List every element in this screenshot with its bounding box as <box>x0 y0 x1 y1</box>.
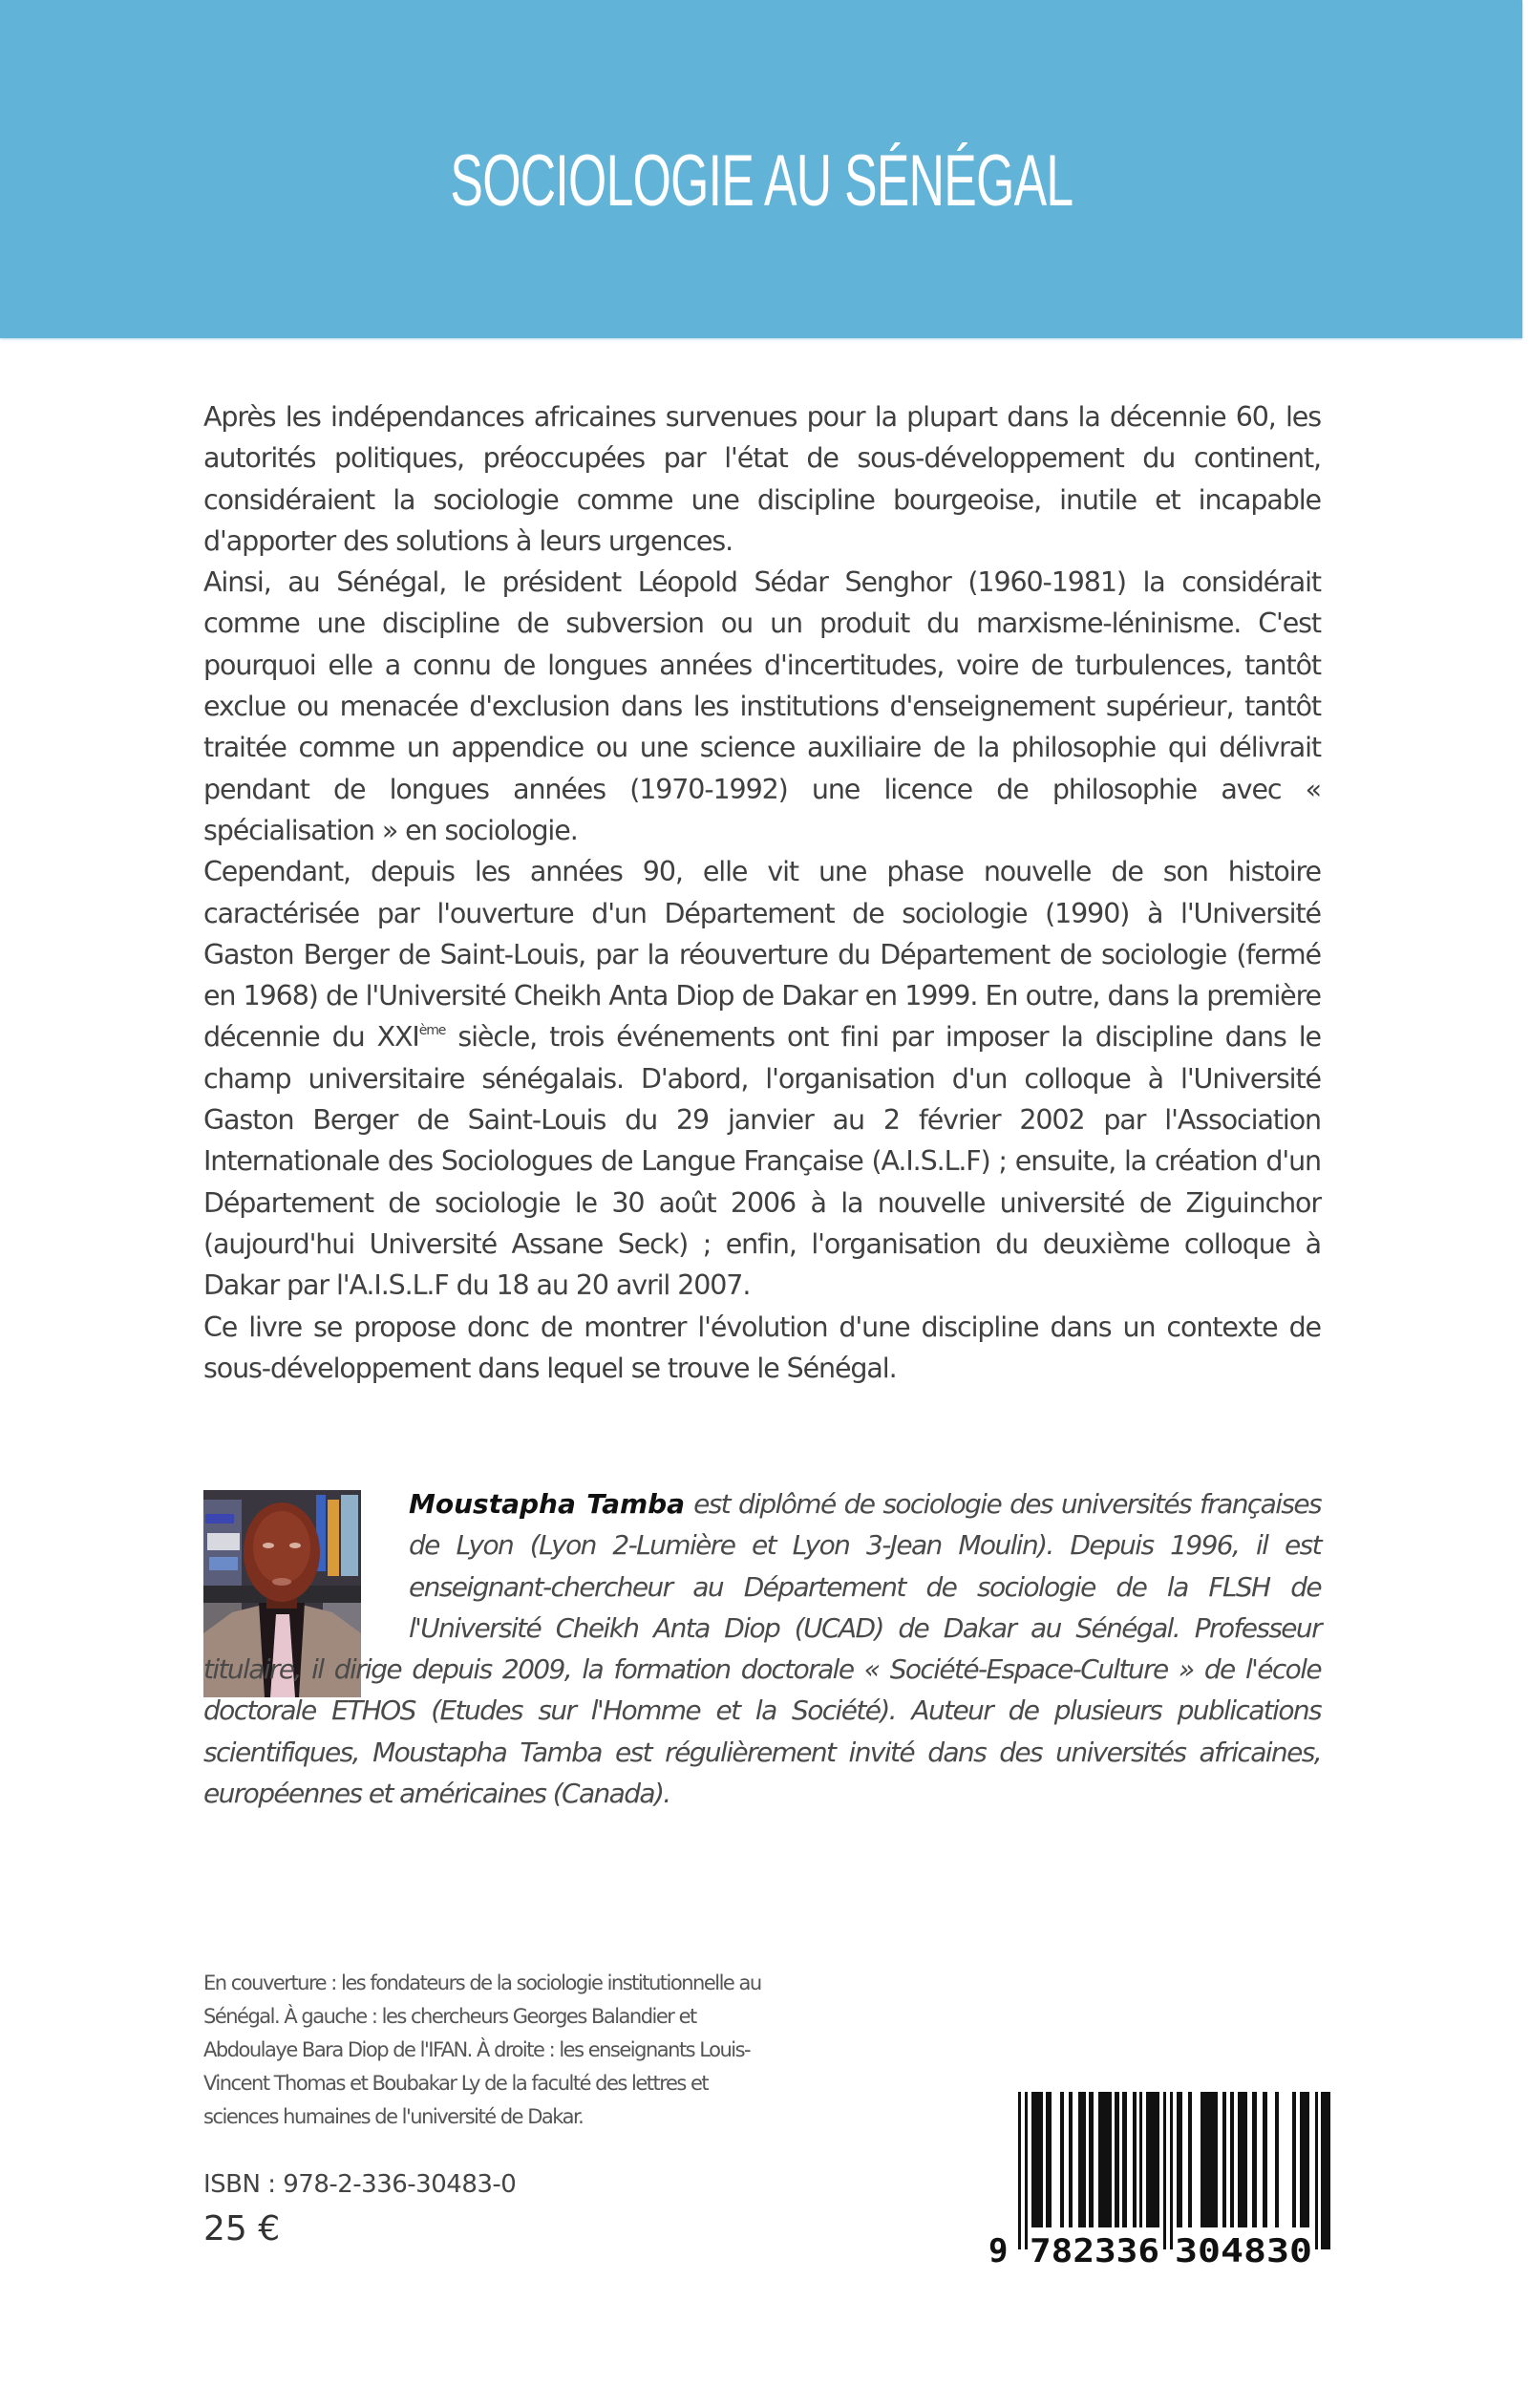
barcode-right-digits: 304830 <box>1175 2232 1312 2267</box>
barcode-icon <box>984 2090 1347 2267</box>
barcode-lead-digit: 9 <box>988 2232 1009 2267</box>
barcode-left-digits: 782336 <box>1030 2232 1159 2267</box>
photo-spacer <box>203 1483 409 1649</box>
book-title <box>0 140 1522 222</box>
author-name: Moustapha Tamba <box>409 1488 686 1520</box>
summary-paragraph-4: Ce livre se propose donc de montrer l'évolution d'une discipline dans un contexte de sous-développement dans lequel se trouve le Sénégal. <box>203 1311 1321 1384</box>
author-biography <box>203 1483 1321 1814</box>
century-superscript: ème <box>418 1023 446 1039</box>
summary-paragraph-3 <box>203 851 1321 1306</box>
cover-caption: En couverture : les fondateurs de la sociologie institutionnelle au Sénégal. À gauche : les chercheurs Georges Balandier et Abdoulaye Bara Diop de l'IFAN. À droite : les enseignants Louis-Vincent Thomas et Boubakar Ly de la faculté des lettres et sciences humaines de l'université de Dakar. <box>203 1971 761 2128</box>
summary-paragraph-1: Après les indépendances africaines survenues pour la plupart dans la décennie 60, les autorités politiques, préoccupées par l'état de sous-développement du continent, considéraient la sociologie comme une discipline bourgeoise, inutile et incapable d'apporter des solutions à leurs urgences. <box>203 401 1321 557</box>
summary-paragraph-3-part-1: Cependant, depuis les années 90, elle vit une phase nouvelle de son histoire caractérisée par l'ouverture d'un Département de sociologie (1990) à l'Université Gaston Berger de Saint-Louis, par la réouverture du Département de sociologie (fermé en 1968) de l'Université Cheikh Anta Diop de Dakar en 1999. En outre, dans la première décennie du XXI <box>203 856 1321 1054</box>
isbn-barcode <box>984 2090 1347 2267</box>
back-cover-summary <box>203 396 1321 1389</box>
author-bio-text: est diplômé de sociologie des universités françaises de Lyon (Lyon 2-Lumière et Lyon 3-Jean Moulin). Depuis 1996, il est enseignant-chercheur au Département de sociologie de la FLSH de l'Université Cheikh Anta Diop (UCAD) de Dakar au Sénégal. Professeur titulaire, il dirige depuis 2009, la formation doctorale « Société-Espace-Culture » de l'école doctorale ETHOS (Etudes sur l'Homme et la Société). Auteur de plusieurs publications scientifiques, Moustapha Tamba est régulièrement invité dans des universités africaines, européennes et américaines (Canada). <box>203 1488 1321 1810</box>
summary-paragraph-3-part-2: siècle, trois événements ont fini par imposer la discipline dans le champ universitaire sénégalais. D'abord, l'organisation d'un colloque à l'Université Gaston Berger de Saint-Louis du 29 janvier au 2 février 2002 par l'Association Internationale des Sociologues de Langue Française (A.I.S.L.F) ; ensuite, la création d'un Département de sociologie le 30 août 2006 à la nouvelle université de Ziguinchor (aujourd'hui Université Assane Seck) ; enfin, l'organisation du deuxième colloque à Dakar par l'A.I.S.L.F du 18 au 20 avril 2007. <box>203 1021 1321 1302</box>
header-band <box>0 0 1522 338</box>
book-title-text: SOCIOLOGIE AU SÉNÉGAL <box>449 140 1073 222</box>
price: 25 € <box>203 2209 281 2248</box>
summary-paragraph-2: Ainsi, au Sénégal, le président Léopold Sédar Senghor (1960-1981) la considérait comme une discipline de subversion ou un produit du marxisme-léninisme. C'est pourquoi elle a connu de longues années d'incertitudes, voire de turbulences, tantôt exclue ou menacée d'exclusion dans les institutions d'enseignement supérieur, tantôt traitée comme un appendice ou une science auxiliaire de la philosophie qui délivrait pendant de longues années (1970-1992) une licence de philosophie avec « spécialisation » en sociologie. <box>203 566 1321 846</box>
isbn: ISBN : 978-2-336-30483-0 <box>203 2170 517 2199</box>
